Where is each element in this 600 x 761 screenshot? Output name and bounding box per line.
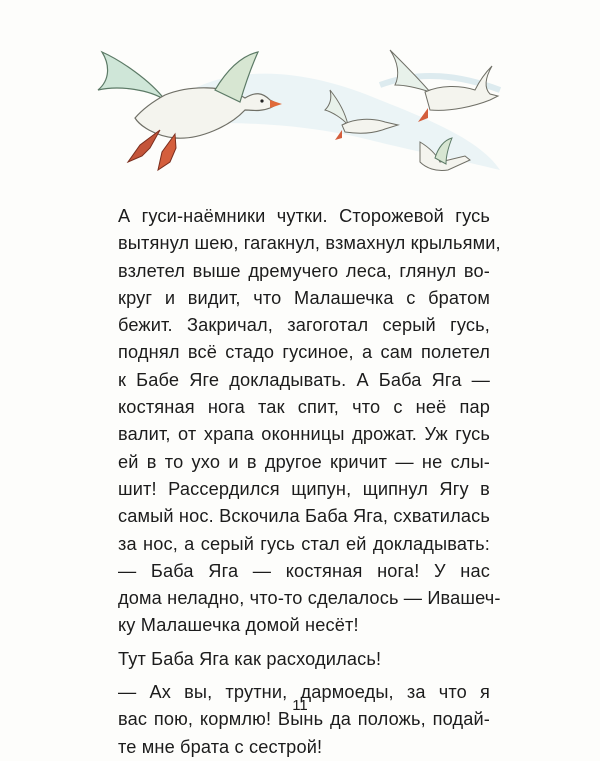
text-line: валит, от храпа оконницы дрожат. Уж гусь (118, 424, 490, 445)
paragraph-4 (118, 679, 490, 761)
text-line: дома неладно, что-то сделалось — Ивашеч- (118, 588, 501, 609)
text-line: те мне брата с сестрой! (118, 736, 323, 757)
text-line: Тут Баба Яга как расходилась! (118, 648, 382, 669)
text-line: поднял всё стадо гусиное, а сам полетел (118, 342, 490, 363)
text-line: вас пою, кормлю! Вынь да положь, подай- (118, 709, 490, 730)
text-line: ей в то ухо и в другое кричит — не слы- (118, 451, 490, 472)
text-line: — Баба Яга — костяная нога! У нас (118, 560, 490, 581)
text-line: А гуси-наёмники чутки. Сторожевой гусь (118, 206, 490, 226)
text-line: — Ах вы, трутни, дармоеды, за что я (118, 682, 490, 703)
text-line: костяная нога так спит, что с неё пар (118, 397, 490, 418)
text-line: самый нос. Вскочила Баба Яга, схватилась (118, 506, 490, 527)
story-text (118, 203, 501, 761)
text-line: за нос, а серый гусь стал ей докладывать: (118, 533, 490, 554)
paragraph-2 (118, 558, 501, 640)
text-line: вытянул шею, гагакнул, взмахнул крыльями, (118, 233, 501, 254)
paragraph-1 (118, 203, 501, 558)
text-line: ку Малашечка домой несёт! (118, 615, 359, 636)
text-line: к Бабе Яге докладывать. А Баба Яга — (118, 369, 490, 390)
paragraph-3 (118, 646, 490, 673)
text-line: бежит. Закричал, загоготал серый гусь, (118, 315, 490, 336)
text-line: круг и видит, что Малашечка с братом (118, 287, 490, 308)
text-line: шит! Рассердился щипун, щипнул Ягу в (118, 478, 490, 499)
page-number: 11 (292, 697, 308, 714)
text-line: взлетел выше дремучего леса, глянул во- (118, 260, 490, 281)
flying-geese-illustration (80, 30, 520, 200)
